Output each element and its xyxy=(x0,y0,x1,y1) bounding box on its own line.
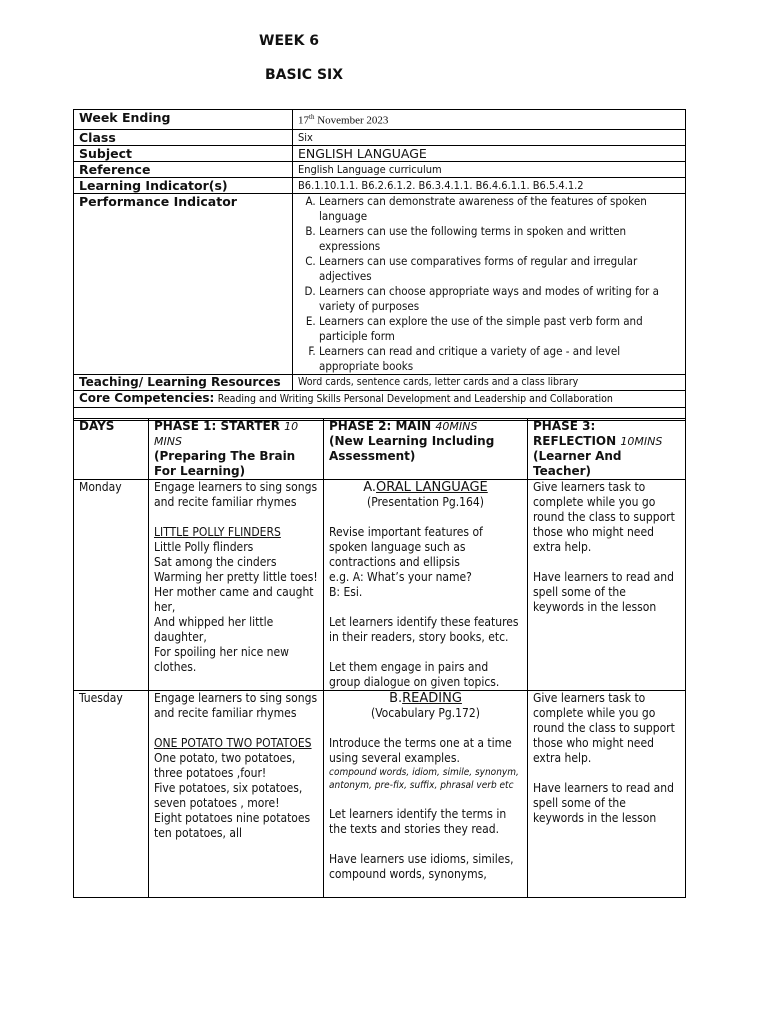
learning-indicators-label: Learning Indicator(s) xyxy=(74,177,293,193)
main-reference: (Presentation Pg.164) xyxy=(367,495,484,509)
rhyme-line: Warming her pretty little toes! xyxy=(154,570,318,584)
rhyme-line: Little Polly flinders xyxy=(154,540,254,554)
reference-label: Reference xyxy=(74,161,293,177)
reference-row xyxy=(74,161,686,177)
subject-label: Subject xyxy=(74,145,293,161)
main-section-title: B.READING xyxy=(389,691,462,706)
tuesday-reflection xyxy=(528,691,686,898)
performance-indicator-cell xyxy=(293,193,686,374)
subject-value: ENGLISH LANGUAGE xyxy=(293,145,686,161)
competencies-value: Reading and Writing Skills Personal Development and Leadership and Collaboration xyxy=(217,392,613,405)
performance-item: A. Learners can demonstrate awareness of the features of spoken language xyxy=(319,194,680,224)
rhyme-line: Eight potatoes nine potatoes ten potatoes, all xyxy=(154,811,311,840)
lesson-plan-table xyxy=(73,418,686,898)
class-value: Six xyxy=(293,129,686,145)
rhyme-line: And whipped her little daughter, xyxy=(154,615,274,644)
class-label: Class xyxy=(74,129,293,145)
tuesday-row xyxy=(74,691,686,898)
main-paragraph: Have learners use idioms, similes, compound words, synonyms, xyxy=(329,852,514,881)
main-section-title: A.ORAL LANGUAGE xyxy=(363,480,488,495)
reflection-paragraph: Give learners task to complete while you go round the class to support those who might need extra help. xyxy=(533,480,675,554)
monday-row xyxy=(74,480,686,691)
monday-day: Monday xyxy=(74,480,149,691)
col-phase3: PHASE 3: REFLECTION 10MINS (Learner And Teacher) xyxy=(528,419,686,480)
rhyme-line: Her mother came and caught her, xyxy=(154,585,314,614)
rhyme-title: ONE POTATO TWO POTATOES xyxy=(154,736,312,750)
resources-row xyxy=(74,374,686,390)
resources-value: Word cards, sentence cards, letter cards and a class library xyxy=(293,374,686,390)
reflection-paragraph: Have learners to read and spell some of the keywords in the lesson xyxy=(533,570,674,614)
main-example: B: Esi. xyxy=(329,585,363,599)
rhyme-line: Five potatoes, six potatoes, seven potatoes , more! xyxy=(154,781,303,810)
main-paragraph: Introduce the terms one at a time using several examples. xyxy=(329,736,512,765)
main-terms: compound words, idiom, simile, synonym, antonym, pre-fix, suffix, phrasal verb etc xyxy=(329,767,519,791)
reference-value: English Language curriculum xyxy=(293,161,686,177)
main-paragraph: Revise important features of spoken language such as contractions and ellipsis xyxy=(329,525,483,569)
main-paragraph: Let learners identify these features in their readers, story books, etc. xyxy=(329,615,519,644)
performance-item: F. Learners can read and critique a variety of age - and level appropriate books xyxy=(319,344,680,374)
col-phase1: PHASE 1: STARTER 10 MINS (Preparing The Brain For Learning) xyxy=(149,419,324,480)
performance-indicator-list xyxy=(298,194,680,374)
main-reference: (Vocabulary Pg.172) xyxy=(371,706,480,720)
week-heading: WEEK 6 xyxy=(259,33,320,49)
week-ending-row xyxy=(74,110,686,130)
week-ending-value: 17th November 2023 xyxy=(293,110,686,130)
learning-indicators-row xyxy=(74,177,686,193)
tuesday-starter xyxy=(149,691,324,898)
resources-label: Teaching/ Learning Resources xyxy=(74,374,293,390)
reflection-paragraph: Give learners task to complete while you go round the class to support those who might need extra help. xyxy=(533,691,675,765)
lesson-info-table xyxy=(73,109,686,421)
main-paragraph: Let them engage in pairs and group dialogue on given topics. xyxy=(329,660,500,689)
rhyme-line: Sat among the cinders xyxy=(154,555,277,569)
tuesday-main xyxy=(324,691,528,898)
monday-main xyxy=(324,480,528,691)
tuesday-day: Tuesday xyxy=(74,691,149,898)
class-row xyxy=(74,129,686,145)
performance-item: B. Learners can use the following terms in spoken and written expressions xyxy=(319,224,680,254)
rhyme-title: LITTLE POLLY FLINDERS xyxy=(154,525,281,539)
rhyme-line: For spoiling her nice new clothes. xyxy=(154,645,289,674)
monday-starter xyxy=(149,480,324,691)
reflection-paragraph: Have learners to read and spell some of the keywords in the lesson xyxy=(533,781,674,825)
rhyme-line: One potato, two potatoes, three potatoes ,four! xyxy=(154,751,296,780)
class-heading: BASIC SIX xyxy=(265,67,344,83)
learning-indicators-value: B6.1.10.1.1. B6.2.6.1.2. B6.3.4.1.1. B6.4.6.1.1. B6.5.4.1.2 xyxy=(293,177,686,193)
performance-indicator-label: Performance Indicator xyxy=(74,193,293,374)
competencies-row xyxy=(74,390,686,407)
performance-item: E. Learners can explore the use of the simple past verb form and participle form xyxy=(319,314,680,344)
main-example: e.g. A: What’s your name? xyxy=(329,570,472,584)
competencies-cell xyxy=(74,390,686,407)
starter-intro: Engage learners to sing songs and recite familiar rhymes xyxy=(154,691,318,720)
col-days: DAYS xyxy=(74,419,149,480)
subject-row xyxy=(74,145,686,161)
performance-item: D. Learners can choose appropriate ways and modes of writing for a variety of purposes xyxy=(319,284,680,314)
performance-indicator-row xyxy=(74,193,686,374)
starter-intro: Engage learners to sing songs and recite familiar rhymes xyxy=(154,480,318,509)
competencies-label: Core Competencies: xyxy=(79,390,215,405)
plan-header-row xyxy=(74,419,686,480)
performance-item: C. Learners can use comparatives forms of regular and irregular adjectives xyxy=(319,254,680,284)
main-paragraph: Let learners identify the terms in the texts and stories they read. xyxy=(329,807,507,836)
week-ending-label: Week Ending xyxy=(74,110,293,130)
col-phase2: PHASE 2: MAIN 40MINS (New Learning Including Assessment) xyxy=(324,419,528,480)
monday-reflection xyxy=(528,480,686,691)
